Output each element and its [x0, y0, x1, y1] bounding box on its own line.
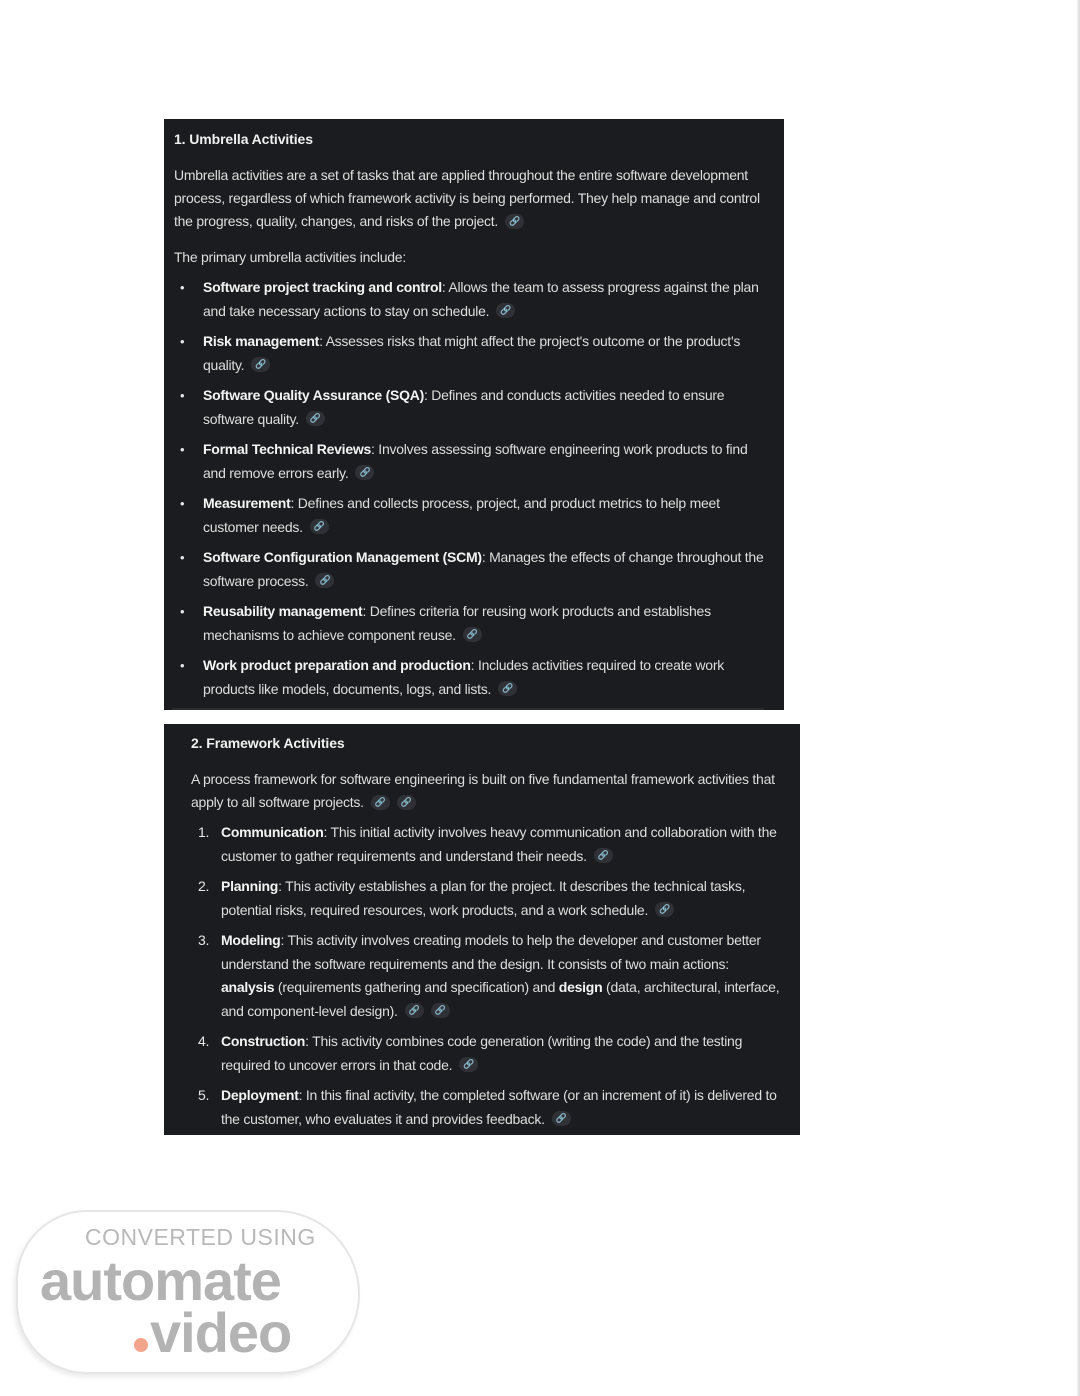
link-icon[interactable]: 🔗: [355, 465, 374, 480]
list-item: 1. Communication: This initial activity involves heavy communication and collaboration with the customer to gather requirements and understand their needs. 🔗: [191, 821, 780, 868]
list-item: 2. Planning: This activity establishes a plan for the project. It describes the technical tasks, potential risks, required resources, work products, and a work schedule. 🔗: [191, 875, 780, 922]
link-icon[interactable]: 🔗: [505, 214, 524, 229]
list-item: • Work product preparation and production: Includes activities required to create work products like models, documents, logs, and lists. 🔗: [174, 654, 772, 701]
panel-divider: [172, 708, 764, 710]
list-number: 4.: [198, 1033, 210, 1049]
link-icon[interactable]: 🔗: [310, 519, 329, 534]
watermark-brand-suffix: video: [134, 1300, 291, 1365]
link-icon[interactable]: 🔗: [397, 795, 416, 810]
list-item: 5. Deployment: In this final activity, the completed software (or an increment of it) is delivered to the customer, who evaluates it and provides feedback. 🔗: [191, 1084, 780, 1131]
link-icon[interactable]: 🔗: [315, 573, 334, 588]
list-item: • Measurement: Defines and collects process, project, and product metrics to help meet customer needs. 🔗: [174, 492, 772, 539]
umbrella-paragraph: Umbrella activities are a set of tasks that are applied throughout the entire software development process, regardless of which framework activity is being performed. They help manage and control the progress, quality, changes, and risks of the project. 🔗: [174, 167, 760, 229]
list-number: 5.: [198, 1087, 210, 1103]
list-item: • Formal Technical Reviews: Involves assessing software engineering work products to find and remove errors early. 🔗: [174, 438, 772, 485]
framework-activities-panel: [164, 724, 800, 1135]
link-icon[interactable]: 🔗: [459, 1057, 478, 1072]
list-item: • Reusability management: Defines criteria for reusing work products and establishes mechanisms to achieve component reuse. 🔗: [174, 600, 772, 647]
framework-intro: A process framework for software engineering is built on five fundamental framework activities that apply to all software projects. 🔗 🔗: [191, 771, 775, 810]
link-icon[interactable]: 🔗: [405, 1003, 424, 1018]
list-item: • Software Configuration Management (SCM): Manages the effects of change throughout the software process. 🔗: [174, 546, 772, 593]
link-icon[interactable]: 🔗: [306, 411, 325, 426]
link-icon[interactable]: 🔗: [371, 795, 390, 810]
umbrella-list: [174, 276, 772, 701]
list-number: 1.: [198, 824, 210, 840]
framework-list: [191, 821, 780, 1131]
watermark-caption: CONVERTED USING: [85, 1224, 316, 1250]
list-item: • Software project tracking and control: Allows the team to assess progress against the plan and take necessary actions to stay on schedule. 🔗: [174, 276, 772, 323]
dot-icon: [134, 1338, 148, 1352]
link-icon[interactable]: 🔗: [552, 1111, 571, 1126]
umbrella-title: 1. Umbrella Activities: [174, 131, 313, 147]
link-icon[interactable]: 🔗: [251, 357, 270, 372]
list-item: 4. Construction: This activity combines code generation (writing the code) and the testing required to uncover errors in that code. 🔗: [191, 1030, 780, 1077]
watermark-brand: automate: [40, 1249, 281, 1312]
converted-watermark: [16, 1210, 360, 1374]
list-item: • Risk management: Assesses risks that might affect the project's outcome or the product's quality. 🔗: [174, 330, 772, 377]
list-number: 2.: [198, 878, 210, 894]
list-item: 3. Modeling: This activity involves creating models to help the developer and customer better understand the software requirements and the design. It consists of two main actions: analysis (requirements gathering and specification) and design (data, architectural, interface, and component-level design). 🔗 🔗: [191, 929, 780, 1023]
link-icon[interactable]: 🔗: [463, 627, 482, 642]
list-item: • Software Quality Assurance (SQA): Defines and conducts activities needed to ensure software quality. 🔗: [174, 384, 772, 431]
link-icon[interactable]: 🔗: [655, 902, 674, 917]
link-icon[interactable]: 🔗: [496, 303, 515, 318]
umbrella-intro: The primary umbrella activities include:: [174, 249, 406, 265]
framework-title: 2. Framework Activities: [191, 735, 345, 751]
link-icon[interactable]: 🔗: [594, 848, 613, 863]
umbrella-activities-panel: [164, 119, 784, 710]
list-number: 3.: [198, 932, 210, 948]
link-icon[interactable]: 🔗: [498, 681, 517, 696]
link-icon[interactable]: 🔗: [431, 1003, 450, 1018]
